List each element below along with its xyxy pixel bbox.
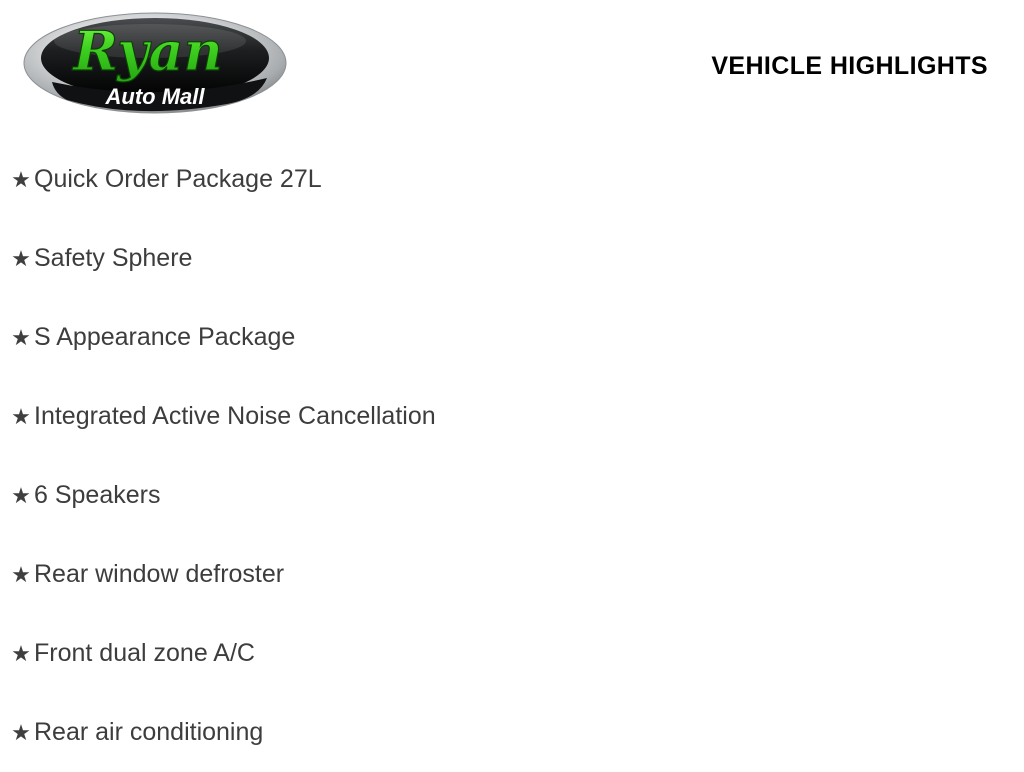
star-icon: ★ xyxy=(11,719,31,745)
star-icon: ★ xyxy=(11,324,31,350)
list-item-label: Rear window defroster xyxy=(34,560,285,588)
list-item-label: Front dual zone A/C xyxy=(34,639,255,667)
list-item-label: S Appearance Package xyxy=(34,323,296,351)
list-item xyxy=(0,219,1024,298)
list-item-label: Quick Order Package 27L xyxy=(34,165,322,193)
list-item xyxy=(0,614,1024,693)
star-icon: ★ xyxy=(11,561,31,587)
star-icon: ★ xyxy=(11,482,31,508)
vehicle-highlights-list xyxy=(0,140,1024,772)
page-header xyxy=(0,0,1024,130)
list-item xyxy=(0,456,1024,535)
page-title: VEHICLE HIGHLIGHTS xyxy=(711,52,988,80)
star-icon: ★ xyxy=(11,166,31,192)
svg-text:Auto Mall: Auto Mall xyxy=(105,84,205,109)
list-item xyxy=(0,140,1024,219)
star-icon: ★ xyxy=(11,640,31,666)
list-item-label: Integrated Active Noise Cancellation xyxy=(34,402,436,430)
list-item xyxy=(0,377,1024,456)
svg-text:Ryan: Ryan xyxy=(73,19,223,83)
list-item xyxy=(0,535,1024,614)
list-item-label: Rear air conditioning xyxy=(34,718,264,746)
star-icon: ★ xyxy=(11,245,31,271)
list-item-label: 6 Speakers xyxy=(34,481,161,509)
star-icon: ★ xyxy=(11,403,31,429)
list-item xyxy=(0,298,1024,377)
ryan-auto-mall-logo xyxy=(22,8,292,120)
list-item-label: Safety Sphere xyxy=(34,244,193,272)
list-item xyxy=(0,693,1024,772)
